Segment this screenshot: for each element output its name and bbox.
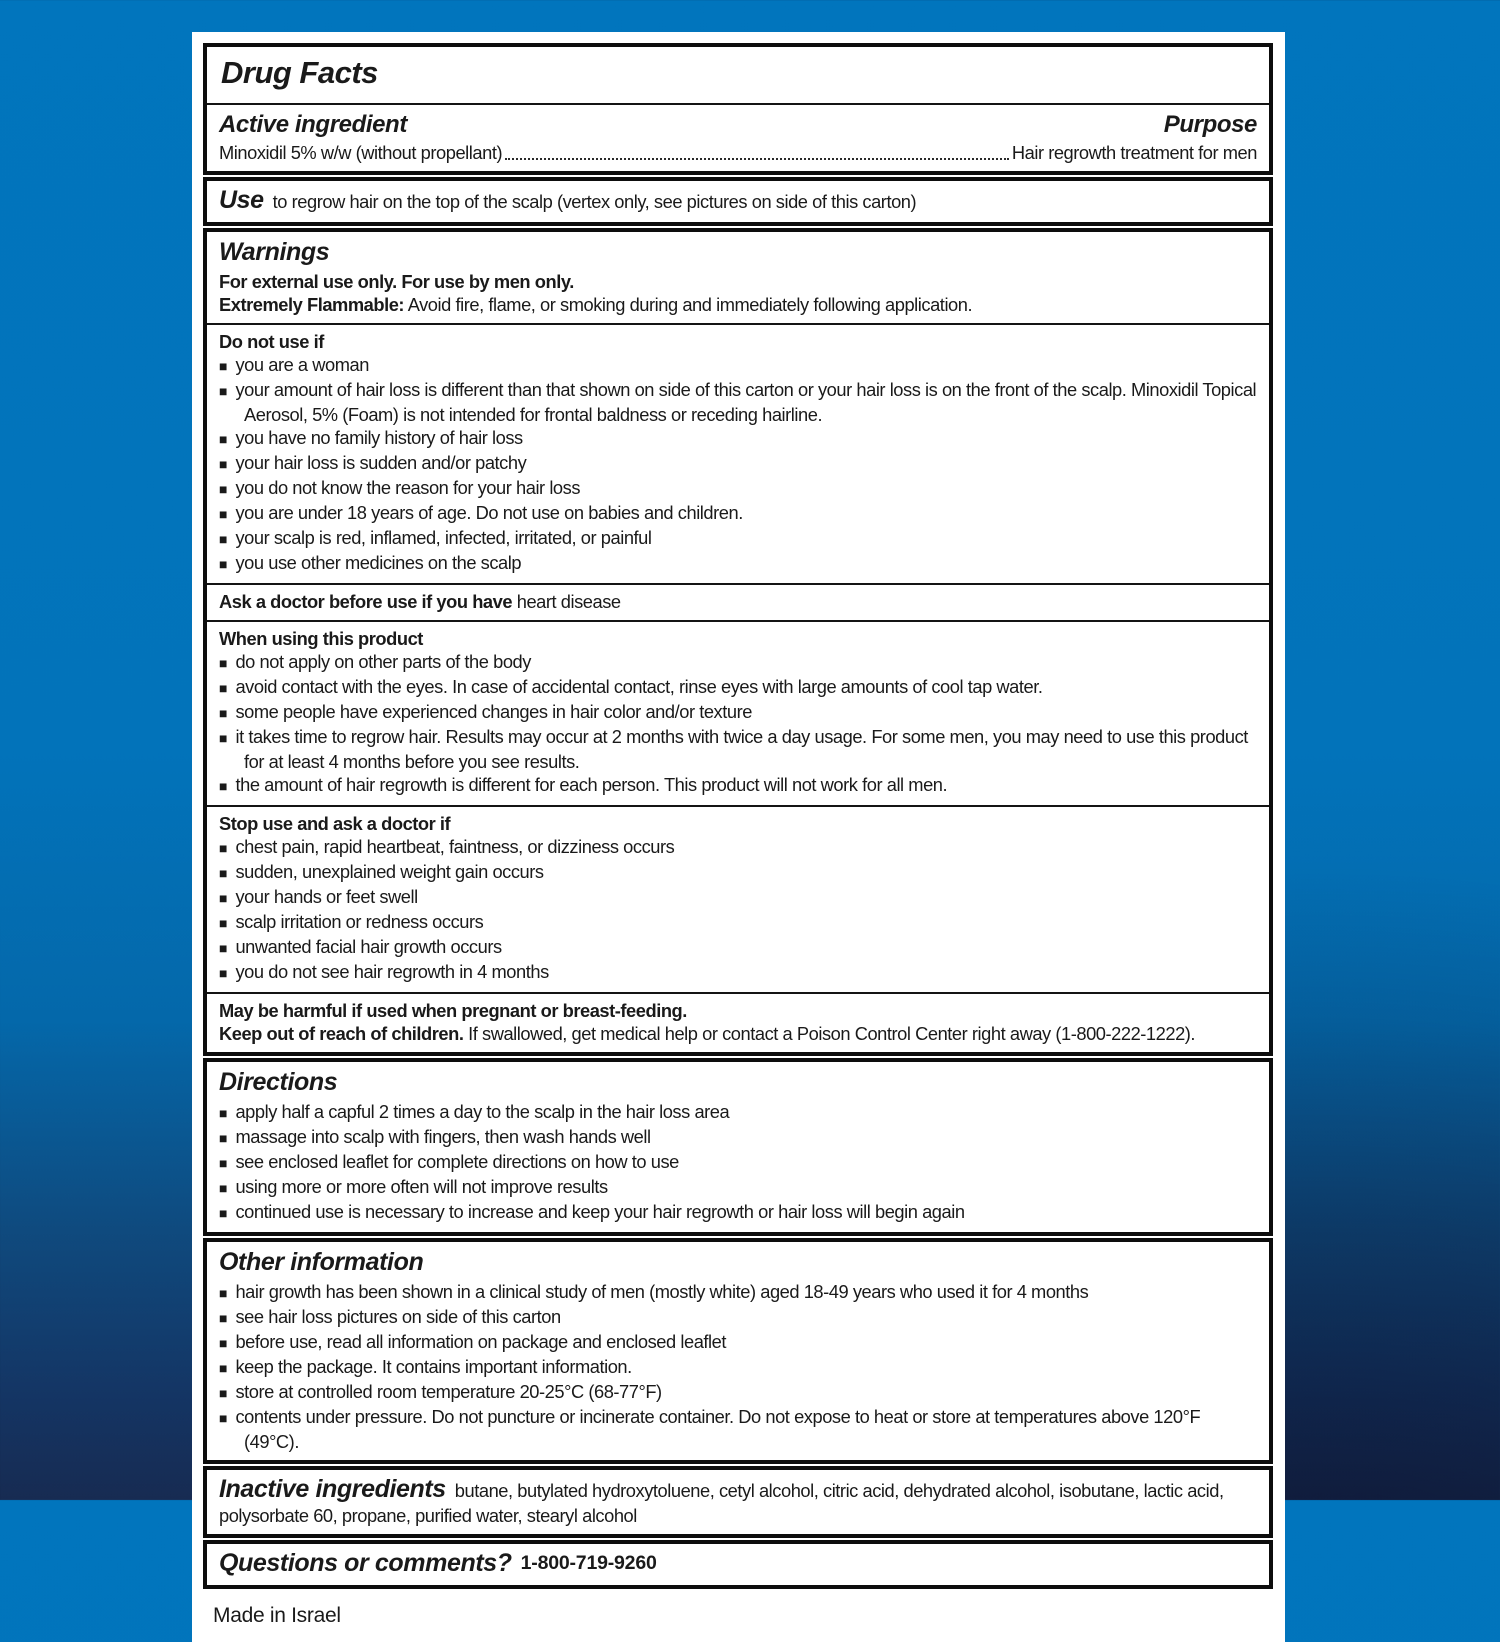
square-bullet-icon: ■ xyxy=(219,1105,228,1121)
made-in-israel-text: Made in Israel xyxy=(213,1604,341,1627)
drug-facts-title-row xyxy=(207,47,1269,103)
square-bullet-icon: ■ xyxy=(219,778,228,794)
warnings-intro xyxy=(207,232,1269,323)
section-drug-facts-header xyxy=(203,43,1273,175)
section-questions xyxy=(203,1540,1273,1589)
bullet-text: your hair loss is sudden and/or patchy xyxy=(235,452,527,473)
when-using-heading: When using this product xyxy=(219,628,423,649)
do-not-use-heading: Do not use if xyxy=(219,331,324,352)
bullet-item xyxy=(219,1150,1257,1175)
bullet-item xyxy=(219,551,1257,576)
bullet-item xyxy=(219,1100,1257,1125)
square-bullet-icon: ■ xyxy=(219,705,228,721)
square-bullet-icon: ■ xyxy=(219,730,228,746)
bullet-text: keep the package. It contains important information. xyxy=(235,1356,632,1377)
bullet-item xyxy=(219,910,1257,935)
bullet-text: do not apply on other parts of the body xyxy=(235,651,531,672)
bullet-text: using more or more often will not improve results xyxy=(235,1176,608,1197)
section-inactive-ingredients xyxy=(203,1466,1273,1538)
keep-out-of-reach-label: Keep out of reach of children. xyxy=(219,1023,464,1044)
bullet-text: you are under 18 years of age. Do not use on babies and children. xyxy=(235,502,743,523)
square-bullet-icon: ■ xyxy=(219,940,228,956)
bullet-text: before use, read all information on package and enclosed leaflet xyxy=(235,1331,726,1352)
bullet-text: your scalp is red, inflamed, infected, irritated, or painful xyxy=(235,527,652,548)
flammable-warning xyxy=(219,293,1257,316)
square-bullet-icon: ■ xyxy=(219,865,228,881)
bullet-text: continued use is necessary to increase and keep your hair regrowth or hair loss will begin again xyxy=(235,1201,965,1222)
stop-use-list xyxy=(219,835,1257,985)
bullet-item xyxy=(219,1200,1257,1225)
questions-phone: 1-800-719-9260 xyxy=(520,1552,657,1574)
bullet-item xyxy=(219,1280,1257,1305)
bullet-text: you are a woman xyxy=(235,354,369,375)
bullet-text: some people have experienced changes in hair color and/or texture xyxy=(235,701,752,722)
other-information-list xyxy=(219,1280,1257,1453)
bullet-text: massage into scalp with fingers, then wash hands well xyxy=(235,1126,651,1147)
bullet-item xyxy=(219,476,1257,501)
bullet-item xyxy=(219,526,1257,551)
active-ingredient-block xyxy=(207,105,1269,171)
bullet-text: store at controlled room temperature 20-25°C (68-77°F) xyxy=(235,1381,662,1402)
when-using-block xyxy=(207,622,1269,805)
square-bullet-icon: ■ xyxy=(219,1335,228,1351)
bullet-item xyxy=(219,501,1257,526)
bullet-text: you do not know the reason for your hair loss xyxy=(235,477,581,498)
square-bullet-icon: ■ xyxy=(219,1130,228,1146)
bullet-text: your amount of hair loss is different than that shown on side of this carton or your hair loss is on the front of the scalp. Minoxidil Topical Aerosol, 5% (Foam) is not intended for frontal baldness or receding hairline. xyxy=(235,379,1257,425)
bullet-text: it takes time to regrow hair. Results may occur at 2 months with twice a day usage. For some men, you may need to use this product for at least 4 months before you see results. xyxy=(235,726,1248,772)
square-bullet-icon: ■ xyxy=(219,890,228,906)
purpose-value: Hair regrowth treatment for men xyxy=(1011,142,1257,163)
flammable-text: Avoid fire, flame, or smoking during and immediately following application. xyxy=(404,294,973,315)
bullet-item xyxy=(219,960,1257,985)
external-use-warning: For external use only. For use by men only. xyxy=(219,271,574,292)
other-information-heading: Other information xyxy=(219,1248,424,1276)
square-bullet-icon: ■ xyxy=(219,1385,228,1401)
bullet-text: hair growth has been shown in a clinical study of men (mostly white) aged 18-49 years who used it for 4 months xyxy=(235,1281,1089,1302)
keep-out-of-reach-text: If swallowed, get medical help or contact a Poison Control Center right away (1-800-222-1222). xyxy=(463,1023,1196,1044)
bullet-item xyxy=(219,451,1257,476)
bullet-item xyxy=(219,725,1257,773)
square-bullet-icon: ■ xyxy=(219,1205,228,1221)
pregnancy-children-block xyxy=(207,994,1269,1052)
section-warnings xyxy=(203,228,1273,1056)
bullet-text: your hands or feet swell xyxy=(235,886,418,907)
bullet-text: avoid contact with the eyes. In case of accidental contact, rinse eyes with large amounts of cool tap water. xyxy=(235,676,1043,697)
use-heading: Use xyxy=(219,186,264,214)
directions-list xyxy=(219,1100,1257,1225)
square-bullet-icon: ■ xyxy=(219,965,228,981)
do-not-use-block xyxy=(207,325,1269,583)
square-bullet-icon: ■ xyxy=(219,840,228,856)
active-ingredient-value: Minoxidil 5% w/w (without propellant) xyxy=(219,142,503,163)
bullet-item xyxy=(219,700,1257,725)
bullet-text: unwanted facial hair growth occurs xyxy=(235,936,502,957)
square-bullet-icon: ■ xyxy=(219,383,228,399)
ask-doctor-block xyxy=(207,585,1269,620)
ask-doctor-text xyxy=(219,590,1257,613)
bullet-item xyxy=(219,1405,1257,1453)
bullet-item xyxy=(219,860,1257,885)
section-other-information xyxy=(203,1238,1273,1464)
bullet-item xyxy=(219,1125,1257,1150)
purpose-heading: Purpose xyxy=(1163,111,1257,138)
bullet-text: you use other medicines on the scalp xyxy=(235,552,522,573)
bullet-text: chest pain, rapid heartbeat, faintness, or dizziness occurs xyxy=(235,836,675,857)
square-bullet-icon: ■ xyxy=(219,915,228,931)
square-bullet-icon: ■ xyxy=(219,358,228,374)
bullet-item xyxy=(219,1305,1257,1330)
pregnancy-warning: May be harmful if used when pregnant or breast-feeding. xyxy=(219,1000,687,1021)
section-use xyxy=(203,177,1273,226)
bullet-text: see hair loss pictures on side of this carton xyxy=(235,1306,561,1327)
bullet-item xyxy=(219,1330,1257,1355)
bullet-item xyxy=(219,935,1257,960)
bullet-item xyxy=(219,353,1257,378)
square-bullet-icon: ■ xyxy=(219,456,228,472)
bullet-text: apply half a capful 2 times a day to the scalp in the hair loss area xyxy=(235,1101,730,1122)
directions-heading: Directions xyxy=(219,1068,338,1096)
square-bullet-icon: ■ xyxy=(219,481,228,497)
square-bullet-icon: ■ xyxy=(219,1285,228,1301)
square-bullet-icon: ■ xyxy=(219,1310,228,1326)
bullet-text: see enclosed leaflet for complete directions on how to use xyxy=(235,1151,679,1172)
drug-facts-panel xyxy=(192,32,1285,1642)
bullet-item xyxy=(219,773,1257,798)
square-bullet-icon: ■ xyxy=(219,506,228,522)
square-bullet-icon: ■ xyxy=(219,680,228,696)
square-bullet-icon: ■ xyxy=(219,1155,228,1171)
bullet-item xyxy=(219,835,1257,860)
bullet-text: you do not see hair regrowth in 4 months xyxy=(235,961,549,982)
bullet-item xyxy=(219,426,1257,451)
ask-doctor-heading: Ask a doctor before use if you have xyxy=(219,591,513,612)
keep-out-of-reach-warning xyxy=(219,1022,1257,1045)
bullet-text: scalp irritation or redness occurs xyxy=(235,911,484,932)
bullet-text: contents under pressure. Do not puncture or incinerate container. Do not expose to heat or store at temperatures above 120°F (49°C). xyxy=(235,1406,1201,1452)
do-not-use-list xyxy=(219,353,1257,576)
square-bullet-icon: ■ xyxy=(219,556,228,572)
flammable-label: Extremely Flammable: xyxy=(219,294,405,315)
use-text: to regrow hair on the top of the scalp (vertex only, see pictures on side of this carton) xyxy=(272,191,917,212)
bullet-item xyxy=(219,650,1257,675)
square-bullet-icon: ■ xyxy=(219,655,228,671)
when-using-list xyxy=(219,650,1257,798)
square-bullet-icon: ■ xyxy=(219,531,228,547)
inactive-ingredients-heading: Inactive ingredients xyxy=(219,1475,446,1503)
square-bullet-icon: ■ xyxy=(219,1410,228,1426)
bullet-item xyxy=(219,1355,1257,1380)
ask-doctor-condition: heart disease xyxy=(512,591,621,612)
square-bullet-icon: ■ xyxy=(219,1360,228,1376)
square-bullet-icon: ■ xyxy=(219,1180,228,1196)
bullet-text: sudden, unexplained weight gain occurs xyxy=(235,861,544,882)
bullet-item xyxy=(219,378,1257,426)
bullet-text: the amount of hair regrowth is different for each person. This product will not work for all men. xyxy=(235,774,948,795)
drug-facts-title: Drug Facts xyxy=(221,55,378,90)
bullet-item xyxy=(219,1380,1257,1405)
questions-heading: Questions or comments? xyxy=(219,1549,512,1577)
stop-use-block xyxy=(207,807,1269,992)
stop-use-heading: Stop use and ask a doctor if xyxy=(219,813,451,834)
dotted-leader xyxy=(505,158,1009,160)
bullet-item xyxy=(219,1175,1257,1200)
bullet-item xyxy=(219,885,1257,910)
warnings-heading: Warnings xyxy=(219,238,330,266)
square-bullet-icon: ■ xyxy=(219,431,228,447)
section-directions xyxy=(203,1058,1273,1236)
active-ingredient-heading: Active ingredient xyxy=(219,111,407,138)
inactive-ingredients-text: butane, butylated hydroxytoluene, cetyl alcohol, citric acid, dehydrated alcohol, isobutane, lactic acid, polysorbate 60, propane, purified water, stearyl alcohol xyxy=(219,1480,1224,1526)
bullet-item xyxy=(219,675,1257,700)
bullet-text: you have no family history of hair loss xyxy=(235,427,523,448)
